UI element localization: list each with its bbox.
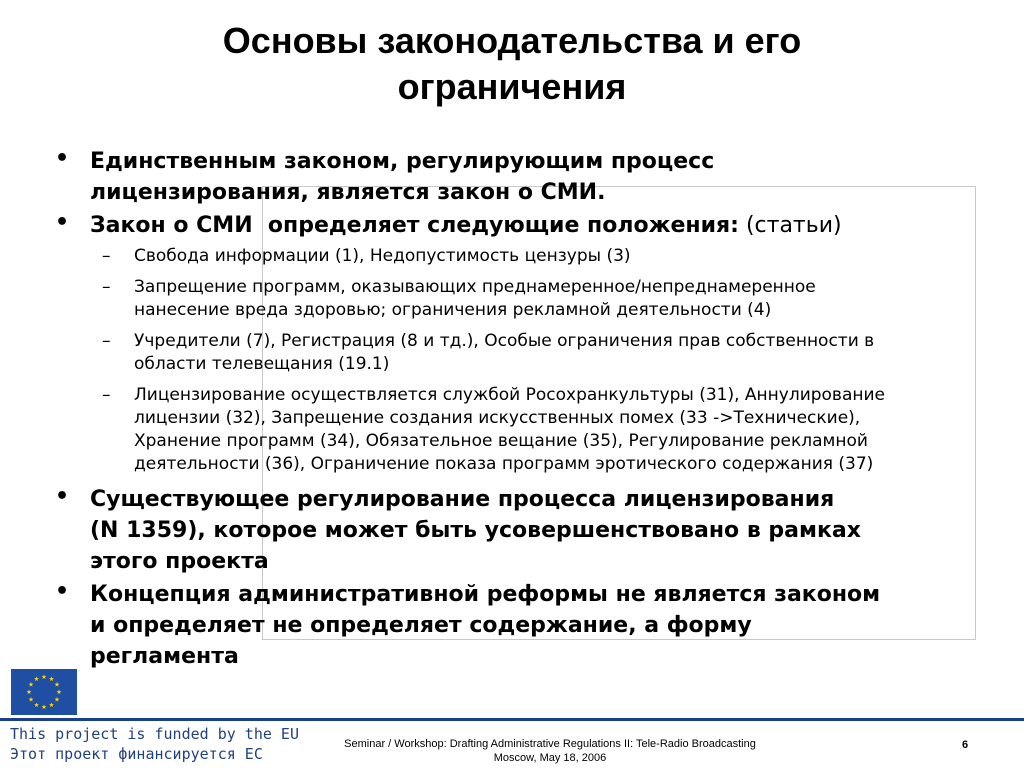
bullet-line: (N 1359), которое может быть усовершенствовано в рамках — [90, 518, 861, 543]
seminar-title: Seminar / Workshop: Drafting Administrative Regulations II: Tele-Radio Broadcasting — [344, 738, 756, 750]
sub-bullet-item — [90, 276, 1015, 322]
page-number: 6 — [962, 739, 969, 751]
bullet-text — [90, 484, 1015, 577]
bullet-text — [90, 146, 1015, 208]
eu-stars — [11, 669, 77, 715]
sub-bullet-item — [90, 330, 1015, 376]
sub-bullet-line: Свобода информации (1), Недопустимость цензуры (3) — [134, 246, 631, 266]
eu-star-icon — [27, 689, 32, 694]
footer-divider — [0, 718, 1024, 721]
bullet-text — [90, 210, 1015, 241]
eu-star-icon — [34, 702, 39, 707]
sub-bullet-line: лицензии (32), Запрещение создания искусственных помех (33 ->Технические), — [134, 408, 861, 428]
bullet-line: регламента — [90, 644, 239, 669]
bullet-line: этого проекта — [90, 549, 269, 574]
bullet-bold-text: Закон о СМИ определяет следующие положения: — [90, 213, 739, 238]
eu-star-icon — [42, 674, 47, 679]
eu-star-icon — [49, 702, 54, 707]
eu-star-icon — [29, 682, 34, 687]
sub-bullet-dash: – — [102, 246, 111, 266]
eu-star-icon — [42, 704, 47, 709]
bullet-line: Единственным законом, регулирующим процесс — [90, 149, 715, 174]
sub-bullet-line: деятельности (36), Ограничение показа программ эротического содержания (37) — [134, 454, 874, 474]
sub-bullet-dash: – — [102, 331, 111, 351]
bullet-dot: • — [55, 579, 70, 604]
bullet-line: Концепция административной реформы не является законом — [90, 582, 881, 607]
bullet-item — [50, 146, 1015, 208]
eu-star-icon — [34, 676, 39, 681]
eu-flag-icon — [11, 669, 77, 715]
sub-bullet-line: Учредители (7), Регистрация (8 и тд.), Особые ограничения прав собственности в — [134, 331, 875, 351]
sub-bullet-line: Лицензирование осуществляется службой Росохранкультуры (31), Аннулирование — [134, 385, 885, 405]
seminar-date: Moscow, May 18, 2006 — [493, 752, 607, 764]
slide-title-line-1: Основы законодательства и его — [222, 20, 802, 61]
sub-bullet-list — [90, 245, 1015, 476]
sub-bullet-dash: – — [102, 277, 111, 297]
slide-title-line-2: ограничения — [397, 66, 627, 107]
bullet-item — [50, 579, 1015, 672]
sub-bullet-line: Хранение программ (34), Обязательное вещание (35), Регулирование рекламной — [134, 431, 868, 451]
bullet-dot: • — [55, 484, 70, 509]
eu-funding-text-en: This project is funded by the EU — [10, 725, 299, 743]
bullet-line: лицензирования, является закон о СМИ. — [90, 180, 606, 205]
bullet-normal-text: (статьи) — [738, 213, 842, 238]
sub-bullet-item — [90, 245, 1015, 268]
bullet-dot: • — [55, 146, 70, 171]
sub-bullet-item — [90, 384, 1015, 476]
sub-bullet-line: области телевещания (19.1) — [134, 354, 390, 374]
bullet-dot: • — [55, 210, 70, 235]
eu-star-icon — [55, 682, 60, 687]
bullet-text — [90, 579, 1015, 672]
eu-star-icon — [29, 697, 34, 702]
sub-bullet-dash: – — [102, 385, 111, 405]
sub-bullet-line: Запрещение программ, оказывающих преднамеренное/непреднамеренное — [134, 277, 816, 297]
bullet-list — [50, 146, 1015, 672]
bullet-line: Существующее регулирование процесса лицензирования — [90, 487, 835, 512]
eu-funding-text-ru: Этот проект финансируется ЕС — [10, 745, 263, 763]
eu-star-icon — [57, 689, 62, 694]
eu-star-icon — [55, 697, 60, 702]
eu-star-icon — [49, 676, 54, 681]
slide-title — [0, 18, 1024, 110]
bullet-item — [50, 484, 1015, 577]
bullet-line: и определяет не определяет содержание, а форму — [90, 613, 752, 638]
sub-bullet-line: нанесение вреда здоровью; ограничения рекламной деятельности (4) — [134, 300, 772, 320]
bullet-item — [50, 210, 1015, 476]
